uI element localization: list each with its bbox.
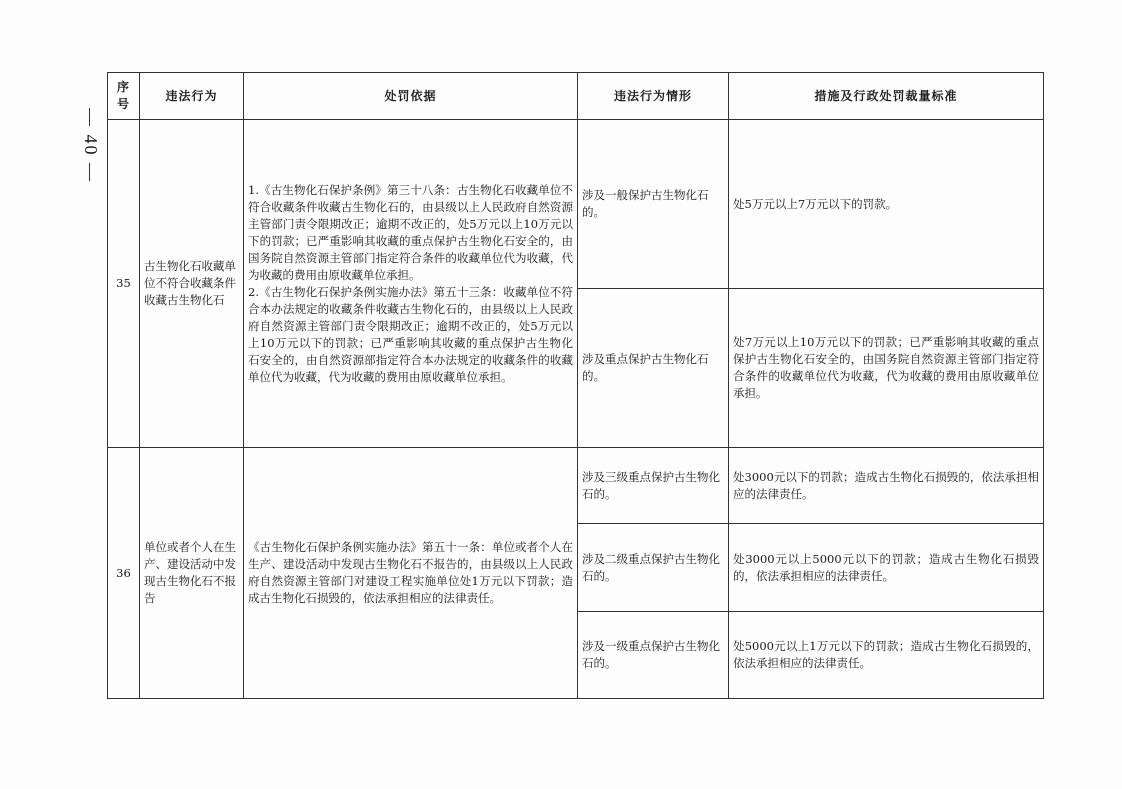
penalty-basis-clause: 2.《古生物化石保护条例实施办法》第五十三条：收藏单位不符合本办法规定的收藏条件收藏古生物化石的，由县级以上人民政府自然资源主管部门责令限期改正；逾期不改正的，处5万元以上10万元以下的罚款；已严重影响其收藏的重点保护古生物化石安全的，由自然资源部指定符合本办法规定的收藏条件的收藏单位代为收藏，代为收藏的费用由原收藏单位承担。 bbox=[248, 284, 573, 384]
penalty-basis-cell bbox=[244, 120, 578, 448]
discretion-standard: 处5000元以上1万元以下的罚款；造成古生物化石损毁的，依法承担相应的法律责任。 bbox=[729, 612, 1044, 699]
violation-circumstance: 涉及一般保护古生物化石的。 bbox=[578, 120, 729, 289]
discretion-standard: 处3000元以上5000元以下的罚款；造成古生物化石损毁的，依法承担相应的法律责任。 bbox=[729, 524, 1044, 612]
table-row bbox=[108, 448, 1044, 524]
header-penalty-basis: 处罚依据 bbox=[244, 73, 578, 120]
page-number: — 40 — bbox=[80, 107, 101, 183]
header-discretion-standard: 措施及行政处罚裁量标准 bbox=[729, 73, 1044, 120]
violation-circumstance: 涉及二级重点保护古生物化石的。 bbox=[578, 524, 729, 612]
violation-circumstance: 涉及三级重点保护古生物化石的。 bbox=[578, 448, 729, 524]
penalty-basis-clause: 1.《古生物化石保护条例》第三十八条：古生物化石收藏单位不符合收藏条件收藏古生物化石的，由县级以上人民政府自然资源主管部门责令限期改正；逾期不改正的，处5万元以上10万元以下的罚款；已严重影响其收藏的重点保护古生物化石安全的，由国务院自然资源主管部门指定符合条件的收藏单位代为收藏，代为收藏的费用由原收藏单位承担。 bbox=[248, 182, 573, 282]
row-serial-number: 35 bbox=[108, 120, 140, 448]
header-violation-circumstance: 违法行为情形 bbox=[578, 73, 729, 120]
row-serial-number: 36 bbox=[108, 448, 140, 699]
discretion-standard: 处5万元以上7万元以下的罚款。 bbox=[729, 120, 1044, 289]
penalty-basis-cell bbox=[244, 448, 578, 699]
penalty-basis-clause: 《古生物化石保护条例实施办法》第五十一条：单位或者个人在生产、建设活动中发现古生物化石不报告的，由县级以上人民政府自然资源主管部门对建设工程实施单位处1万元以下罚款；造成古生物化石损毁的，依法承担相应的法律责任。 bbox=[248, 540, 573, 605]
table-header-row bbox=[108, 73, 1044, 120]
table-row bbox=[108, 120, 1044, 289]
discretion-standard: 处3000元以下的罚款；造成古生物化石损毁的，依法承担相应的法律责任。 bbox=[729, 448, 1044, 524]
violation-circumstance: 涉及重点保护古生物化石的。 bbox=[578, 289, 729, 448]
violation-circumstance: 涉及一级重点保护古生物化石的。 bbox=[578, 612, 729, 699]
violation-description: 古生物化石收藏单位不符合收藏条件收藏古生物化石 bbox=[140, 120, 244, 448]
header-serial-number: 序号 bbox=[108, 73, 140, 120]
discretion-standard: 处7万元以上10万元以下的罚款；已严重影响其收藏的重点保护古生物化石安全的，由国务院自然资源主管部门指定符合条件的收藏单位代为收藏，代为收藏的费用由原收藏单位承担。 bbox=[729, 289, 1044, 448]
header-violation: 违法行为 bbox=[140, 73, 244, 120]
penalty-standards-table bbox=[107, 72, 1044, 699]
violation-description: 单位或者个人在生产、建设活动中发现古生物化石不报告 bbox=[140, 448, 244, 699]
